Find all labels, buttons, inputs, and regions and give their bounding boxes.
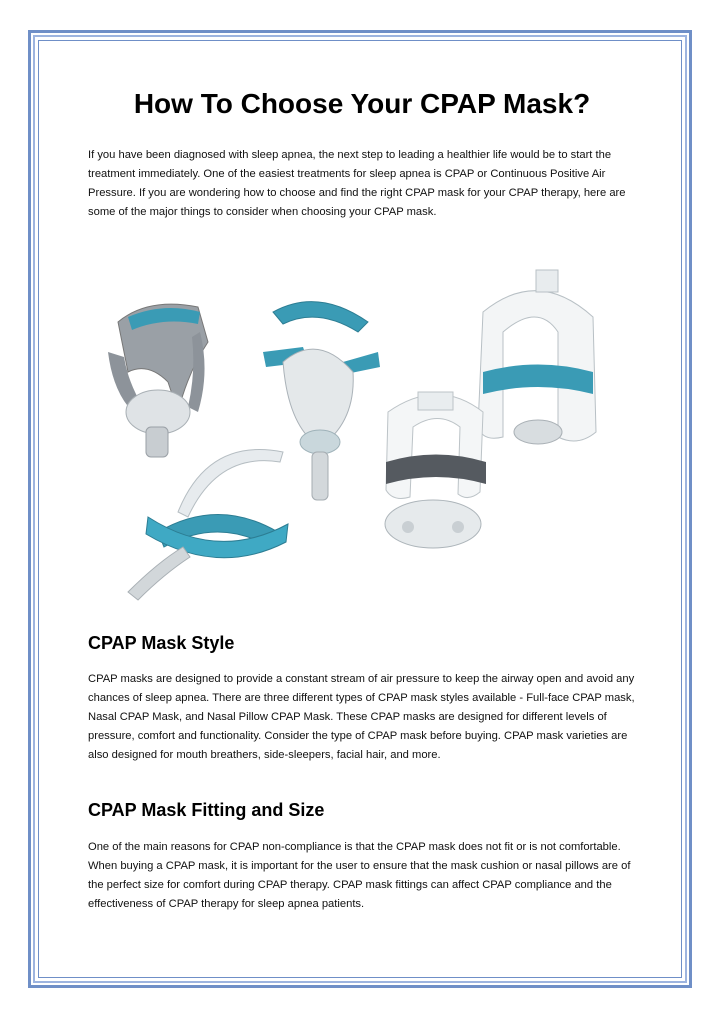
nasal-pillow-mask-dark bbox=[385, 392, 486, 548]
section-body-fitting-size: One of the main reasons for CPAP non-compliance is that the CPAP mask does not fit or is not comfortable. When buying a CPAP mask, it is important for the user to ensure that the mask cushion or nasal pillows are of the perfect size for comfort during CPAP therapy. CPAP mask fittings can affect CPAP compliance and the effectiveness of CPAP therapy for sleep apnea patients. bbox=[88, 841, 631, 910]
full-face-mask-teal bbox=[263, 302, 380, 500]
nasal-mask-teal-strap bbox=[128, 450, 288, 601]
section-body-mask-style: CPAP masks are designed to provide a constant stream of air pressure to keep the airway open and avoid any chances of sleep apnea. There are three different types of CPAP mask styles available - Full-face CPAP mask, Nasal CPAP Mask, and Nasal Pillow CPAP Mask. These CPAP masks are designed for different levels of pressure, comfort and functionality. Consider the type of CPAP mask before buying. CPAP mask varieties are also designed for mouth breathers, side-sleepers, facial hair, and more. bbox=[88, 673, 635, 761]
nasal-mask-white bbox=[478, 270, 596, 444]
section-heading-mask-style: CPAP Mask Style bbox=[88, 633, 235, 653]
intro-paragraph: If you have been diagnosed with sleep apnea, the next step to leading a healthier life would be to start the treatment immediately. One of the easiest treatments for sleep apnea is CPAP or Continuous Positive Air Pressure. If you are wondering how to choose and find the right CPAP mask for your CPAP therapy, here are some of the major things to consider when choosing your CPAP mask. bbox=[88, 149, 626, 218]
page-title: How To Choose Your CPAP Mask? bbox=[133, 88, 591, 119]
full-face-mask-gray bbox=[108, 304, 208, 457]
cpap-masks-illustration bbox=[88, 262, 636, 602]
section-heading-fitting-size: CPAP Mask Fitting and Size bbox=[88, 800, 325, 820]
